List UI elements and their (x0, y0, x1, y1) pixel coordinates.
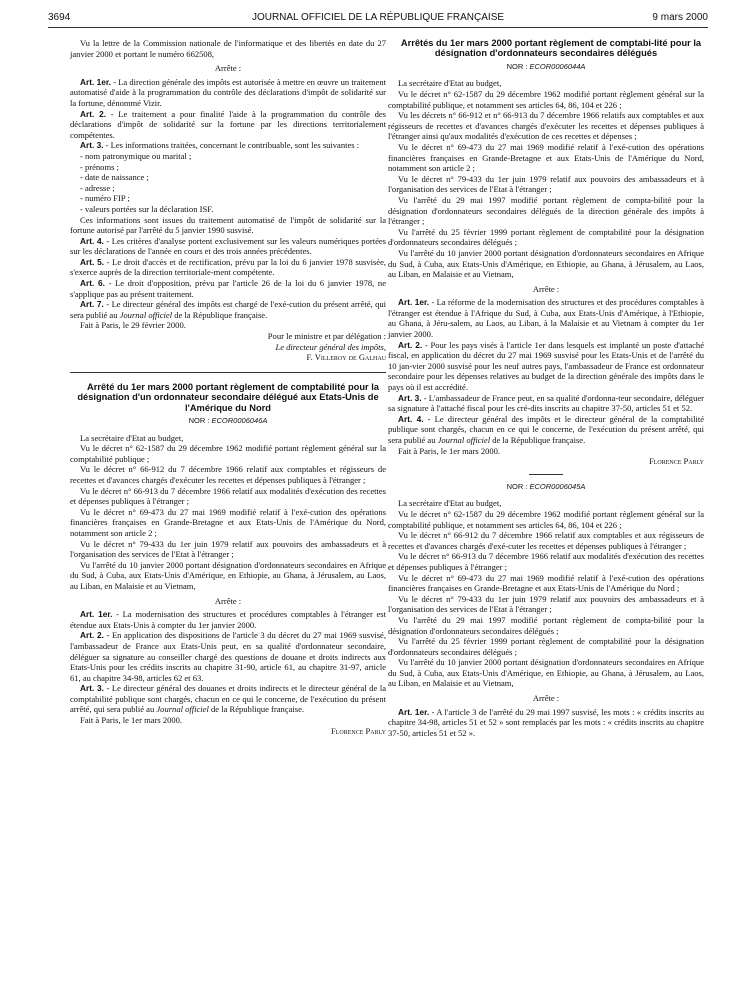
article-1: Art. 1er. - La modernisation des structures et procédures comptables à l'étranger est étendue aux Etats-Unis à compter du 1er janvier 2000. (70, 609, 386, 630)
article-label: Art. 4. (80, 235, 104, 246)
page-number: 3694 (48, 12, 71, 23)
article-label: Art. 4. (398, 413, 424, 424)
article-label: Art. 2. (80, 630, 104, 641)
article-label: Art. 1er. (80, 609, 113, 620)
article-7: Art. 7. - Le directeur général des impôts est chargé de l'exé-cution du présent arrêté, qui sera publié au Journal officiel de la République française. (70, 299, 386, 320)
signature-delegation: Pour le ministre et par délégation : (267, 331, 386, 342)
visa: Vu le décret n° 66-912 du 7 décembre 1966 relatif aux comptables et régisseurs de recettes et d'avances chargés d'exécuter les recettes et dépenses publiques à l'étranger ; (70, 464, 386, 485)
article-label: Art. 7. (80, 299, 104, 310)
visa: Vu l'arrêté du 25 février 1999 portant règlement de comptabilité pour la désignation d'ordonnateurs secondaires délégués ; (388, 226, 704, 248)
article-5: Art. 5. - Le droit d'accès et de rectification, prévu par la loi du 6 janvier 1978 susvisée, s'exerce auprès de la direction territoriale-ment compétente. (70, 256, 386, 278)
arrete-heading: Arrête : (214, 63, 242, 74)
journal-title: JOURNAL OFFICIEL DE LA RÉPUBLIQUE FRANÇAISE (251, 12, 505, 23)
list-item: - numéro FIP ; (80, 193, 130, 204)
visa: Vu le décret n° 62-1587 du 29 décembre 1962 modifié portant règlement général sur la comptabilité publique, et notamment ses articles 64, 86, 104 et 226 ; (388, 508, 704, 530)
visa: La secrétaire d'Etat au budget, (80, 432, 184, 443)
visa: Vu le décret n° 62-1587 du 29 décembre 1962 modifié portant règlement général sur la comptabilité publique, et notamment ses articles 64, 86, 104 et 226 ; (388, 89, 704, 110)
article-label: Art. 1er. (398, 706, 430, 717)
header-rule (48, 27, 708, 28)
article-label: Art. 2. (398, 339, 423, 350)
visa: Vu l'arrêté du 25 février 1999 portant règlement de comptabilité pour la désignation d'ordonnateurs secondaires délégués ; (388, 636, 704, 657)
visa: Vu le décret n° 79-433 du 1er juin 1979 relatif aux pouvoirs des ambassadeurs et à l'organisation des services de l'Etat à l'étranger ; (388, 593, 704, 615)
visa: Vu le décret n° 66-913 du 7 décembre 1966 relatif aux modalités d'exécution des recettes et dépenses publiques à l'étranger ; (70, 485, 386, 507)
article-label: Art. 3. (398, 392, 422, 403)
article-3: Art. 3. - L'ambassadeur de France peut, en sa qualité d'ordonna-teur secondaire, déléguer sa signature à l'attaché fiscal pour les cré-dits inscrits au chapitre 37-50, articles 51 et 52. (388, 392, 704, 414)
list-item: - date de naissance ; (80, 172, 149, 183)
visa: Vu l'arrêté du 10 janvier 2000 portant désignation d'ordonnateurs secondaires en Afrique du Sud, à Cuba, aux Etats-Unis d'Amérique, en Ethiopie, au Ghana, à Jérusalem, au Laos, au Liban, en Malaisie et au Vietnam, (388, 247, 704, 280)
signature-name: F. Villeroy de Galhau (306, 352, 386, 363)
article-label: Art. 3. (80, 683, 104, 694)
visa: La secrétaire d'Etat au budget, (398, 498, 502, 509)
arrete-heading: Arrête : (214, 595, 242, 606)
article-1: Art. 1er. - La réforme de la modernisation des structures et des procédures comptables à l'étranger est étendue à l'Afrique du Sud, à Cuba, aux Etats-Unis d'Amérique, à l'Ethiopie, au Ghana, à Jéru-salem, au Laos, au Liban, à la Malaisie et au Vietnam à compter du 1er janvier 2000. (388, 297, 704, 340)
decree-title: Arrêtés du 1er mars 2000 portant règlement de comptabi-lité pour la désignation d'ordonnateurs secondaires délégués (400, 38, 702, 59)
visa-cnil: Vu la lettre de la Commission nationale de l'informatique et des libertés en date du 27 janvier 2000 et portant le numéro 662508, (70, 38, 386, 59)
visa: Vu les décrets n° 66-912 et n° 66-913 du 7 décembre 1966 relatifs aux comptables et aux régisseurs de recettes et d'avances chargés d'exécuter les recettes et dépenses publiques à l'étranger ainsi qu'aux modalités d'exécution de ces recettes et dépenses ; (388, 110, 704, 142)
visa: Vu le décret n° 62-1587 du 29 décembre 1962 modifié portant règlement général sur la comptabilité publique ; (70, 443, 386, 464)
visa: Vu l'arrêté du 29 mai 1997 modifié portant règlement de compta-bilité pour la désignation d'ordonnateurs secondaires délégués de la direction générale des impôts à l'étranger ; (388, 194, 704, 227)
signing-place-date: Fait à Paris, le 1er mars 2000. (80, 715, 183, 726)
article-label: Art. 3. (80, 140, 104, 151)
article-3: Art. 3. - Les informations traitées, concernant le contribuable, sont les suivantes : (80, 140, 360, 151)
list-item: - prénoms ; (80, 161, 119, 172)
visa: Vu le décret n° 69-473 du 27 mai 1969 modifié relatif à l'exé-cution des opérations financières françaises en Grande-Bretagne et aux Etats-Unis de l'Amérique du Nord ; (388, 572, 704, 594)
article-2: Art. 2. - En application des dispositions de l'article 3 du décret du 27 mai 1969 susvisé, l'ambassadeur de France aux Etats-Unis peut, en sa qualité d'ordonnateur secondaire, déléguer sa signature au conseiller chargé des questions de douane et droits indirects aux Etats-Unis pour les crédits inscrits au chapitre 31-90, article 61, au chapitre 31-97, article 61, au chapitre 34-98, articles 62 et 63. (70, 630, 386, 683)
short-separator (529, 474, 563, 475)
visa: Vu le décret n° 66-912 du 7 décembre 1966 relatif aux comptables et aux régisseurs de recettes et d'avances chargés d'exé-cuter les recettes et dépenses publiques à l'étranger ; (388, 530, 704, 551)
visa: Vu le décret n° 79-433 du 1er juin 1979 relatif aux pouvoirs des ambassadeurs et à l'organisation des services de l'Etat à l'étranger ; (388, 173, 704, 195)
article-3: Art. 3. - Le directeur général des douanes et droits indirects et le directeur général de la comptabilité publique sont chargés, chacun en ce qui le concerne, de l'exécution du présent arrêté, qui sera publié au Journal officiel de la République française. (70, 683, 386, 715)
article-label: Art. 6. (80, 278, 105, 289)
issue-date: 9 mars 2000 (652, 12, 708, 23)
page-header (48, 12, 708, 26)
article-1: Art. 1er. - La direction générale des impôts est autorisée à mettre en œuvre un traitement automatisé d'aide à la programmation du contrôle des déclarations d'impôt de solidarité sur la fortune, dénommé Vizir. (70, 76, 386, 108)
article-2: Art. 2. - Pour les pays visés à l'article 1er dans lesquels est implanté un poste d'attaché fiscal, en application du décret du 27 mai 1969 susvisé pour les Etats-Unis et de l'arrêté du 10 jan-vier 2000 susvisé pour les neuf autres pays, l'ambassadeur de France est ordonnateur secondaire pour les dépenses relatives au budget de la direction générale des impôts dans le pays où il est accrédité. (388, 339, 704, 393)
article-label: Art. 1er. (80, 76, 111, 87)
arrete-heading: Arrête : (532, 283, 560, 294)
visa: Vu le décret n° 69-473 du 27 mai 1969 modifié relatif à l'exé-cution des opérations financières françaises en Grande-Bretagne et aux Etats-Unis de l'Amérique du Nord, notamment son article 2 ; (70, 506, 386, 538)
visa: La secrétaire d'Etat au budget, (398, 78, 502, 89)
visa: Vu l'arrêté du 10 janvier 2000 portant désignation d'ordonnateurs secondaires en Afrique du Sud, à Cuba, aux Etats-Unis d'Amérique, en Ethiopie, au Ghana, à Jérusalem, au Laos, au Liban, en Malaisie et au Vietnam, (388, 657, 704, 689)
list-item: - adresse ; (80, 182, 115, 193)
visa: Vu le décret n° 69-473 du 27 mai 1969 modifié relatif à l'exé-cution des opérations financières françaises en Grande-Bretagne et aux Etats-Unis de l'Amérique du Nord, notamment son article 2 ; (388, 141, 704, 174)
nor-reference: NOR : ECOR0006046A (188, 416, 268, 426)
visa: Vu l'arrêté du 29 mai 1997 modifié portant règlement de compta-bilité pour la désignation d'ordonnateurs secondaires délégués ; (388, 614, 704, 636)
list-item: - valeurs portées sur la déclaration ISF. (80, 203, 214, 214)
list-item: - nom patronymique ou marital ; (80, 150, 192, 161)
nor-reference: NOR : ECOR0006045A (506, 481, 586, 491)
signature-title: Le directeur général des impôts, (275, 341, 386, 352)
article-label: Art. 5. (80, 256, 105, 267)
signature-name: Florence Parly (330, 725, 386, 736)
article-label: Art. 2. (80, 108, 107, 119)
article-3-note: Ces informations sont issues du traitement automatisé de l'impôt de solidarité sur la fortune autorisé par l'arrêté du 5 janvier 1990 susvisé. (70, 214, 386, 236)
visa: Vu le décret n° 79-433 du 1er juin 1979 relatif aux pouvoirs des ambassadeurs et à l'organisation des services de l'Etat à l'étranger ; (70, 538, 386, 560)
decree-title: Arrêté du 1er mars 2000 portant règlement de comptabilité pour la désignation d'un ordonnateur secondaire délégué aux Etats-Unis de l'Amérique du Nord (77, 381, 379, 413)
article-4: Art. 4. - Le directeur général des impôts et le directeur général de la comptabilité publique sont chargés, chacun en ce qui le concerne, de l'exécution du présent arrêté, qui sera publié au Journal officiel de la République française. (388, 413, 704, 445)
article-label: Art. 1er. (398, 297, 430, 308)
article-4: Art. 4. - Les critères d'analyse portent exclusivement sur les valeurs numériques portées sur les déclarations de l'année en cours et des trois années précédentes. (70, 235, 386, 257)
nor-reference: NOR : ECOR0006044A (506, 61, 586, 71)
article-2: Art. 2. - Le traitement a pour finalité l'aide à la programmation du contrôle des déclarations d'impôt de solidarité sur la fortune par les directions territorialement compétentes. (70, 108, 386, 140)
left-column (70, 38, 386, 736)
arrete-heading: Arrête : (532, 693, 560, 704)
signing-place-date: Fait à Paris, le 1er mars 2000. (398, 445, 501, 456)
section-separator (70, 372, 386, 373)
right-column (388, 38, 704, 738)
signing-place-date: Fait à Paris, le 29 février 2000. (80, 320, 186, 331)
visa: Vu l'arrêté du 10 janvier 2000 portant désignation d'ordonnateurs secondaires en Afrique du Sud, à Cuba, aux Etats-Unis d'Amérique, en Ethiopie, au Ghana, à Jérusalem, au Laos, au Liban, en Malaisie et au Vietnam, (70, 559, 386, 591)
article-6: Art. 6. - Le droit d'opposition, prévu par l'article 26 de la loi du 6 janvier 1978, ne s'applique pas au présent traitement. (70, 278, 386, 299)
signature-name: Florence Parly (648, 456, 704, 467)
article-1: Art. 1er. - A l'article 3 de l'arrêté du 29 mai 1997 susvisé, les mots : « crédits inscrits au chapitre 34-98, articles 51 et 52 » sont remplacés par les mots : « crédits inscrits au chapitre 37-50, articles 51 et 52 ». (388, 706, 704, 738)
visa: Vu le décret n° 66-913 du 7 décembre 1966 relatif aux modalités d'exécution des recettes et dépenses publiques à l'étranger ; (388, 551, 704, 572)
